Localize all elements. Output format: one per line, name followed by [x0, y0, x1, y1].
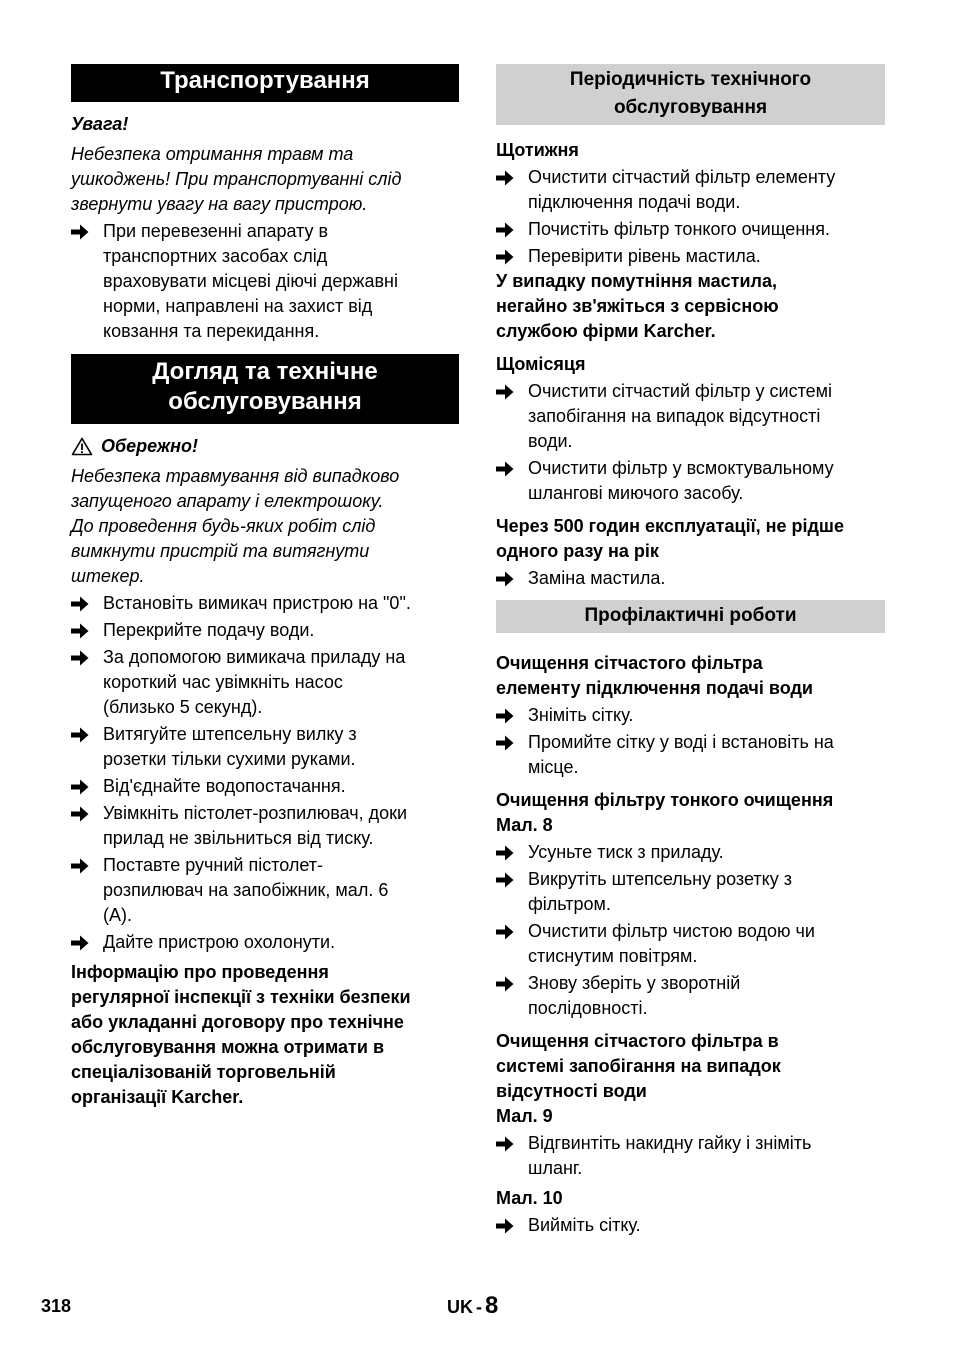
maintenance-info: Інформацію про проведення регулярної інспекції з техніки безпеки або укладанні договору про технічне обслуговування можна отримати в спеціалізованій торговельній організації Karcher. — [71, 962, 411, 1107]
arrow-right-icon — [496, 1213, 518, 1234]
transport-caution-text: Небезпека отримання травм та ушкоджень! При транспортуванні слід звернути увагу на вагу пристрою. — [71, 144, 402, 214]
dryrun-filter-step: Вийміть сітку. — [496, 1213, 885, 1238]
oil-notice: У випадку помутніння мастила, негайно зв'яжіться з сервісною службою фірми Karcher. — [496, 271, 779, 341]
maintenance-step: Дайте пристрою охолонути. — [71, 930, 459, 955]
maintenance-step: За допомогою вимикача приладу на короткий час увімкніть насос (близько 5 секунд). — [71, 645, 459, 720]
inlet-filter-title: Очищення сітчастого фільтра елементу підключення подачі води — [496, 653, 813, 698]
fine-filter-title: Очищення фільтру тонкого очищення Мал. 8 — [496, 790, 834, 835]
maintenance-warning-title: Обережно! — [101, 436, 199, 456]
maintenance-step: Витягуйте штепсельну вилку з розетки тільки сухими руками. — [71, 722, 459, 772]
warning-triangle-icon — [71, 437, 93, 456]
fine-filter-step: Усуньте тиск з приладу. — [496, 840, 885, 865]
arrow-right-icon — [71, 722, 93, 743]
transport-caution-title: Увага! — [71, 114, 129, 134]
maintenance-heading: Догляд та технічне обслуговування — [71, 354, 459, 424]
fine-filter-step: Очистити фільтр чистою водою чи стиснутим повітрям. — [496, 919, 885, 969]
hours500-title: Через 500 годин експлуатації, не рідше одного разу на рік — [496, 516, 844, 561]
arrow-right-icon — [496, 867, 518, 888]
arrow-right-icon — [496, 456, 518, 477]
arrow-right-icon — [71, 853, 93, 874]
right-column — [496, 64, 885, 1238]
fig9-label: Мал. 9 — [496, 1106, 553, 1126]
section-page-label — [447, 1292, 498, 1320]
maintenance-step: Поставте ручний пістолет- розпилювач на запобіжник, мал. 6 (А). — [71, 853, 459, 928]
left-column — [71, 64, 459, 1110]
weekly-step: Почистіть фільтр тонкого очищення. — [496, 217, 885, 242]
weekly-title: Щотижня — [496, 140, 579, 160]
arrow-right-icon — [496, 971, 518, 992]
transport-bullet: При перевезенні апарату в транспортних засобах слід враховувати місцеві діючі державні норми, направлені на захист від ковзання та перекидання. — [71, 219, 459, 344]
arrow-right-icon — [71, 219, 93, 240]
periodicity-heading: Періодичність технічного обслуговування — [496, 64, 885, 125]
arrow-right-icon — [71, 801, 93, 822]
maintenance-warning-text: Небезпека травмування від випадково запущеного апарату і електрошоку. До проведення будь-яких робіт слід вимкнути пристрій та витягнути штекер. — [71, 466, 400, 586]
dryrun-filter-step: Відгвинтіть накидну гайку і зніміть шланг. — [496, 1131, 885, 1181]
monthly-step: Очистити сітчастий фільтр у системі запобігання на випадок відсутності води. — [496, 379, 885, 454]
arrow-right-icon — [71, 618, 93, 639]
monthly-step: Очистити фільтр у всмоктувальному шлангові миючого засобу. — [496, 456, 885, 506]
fine-filter-step: Знову зберіть у зворотній послідовності. — [496, 971, 885, 1021]
section-page-number: 8 — [485, 1292, 499, 1319]
dryrun-filter-title: Очищення сітчастого фільтра в системі запобігання на випадок відсутності води Мал. 9 — [496, 1029, 885, 1129]
maintenance-step: Увімкніть пістолет-розпилювач, доки прилад не звільниться від тиску. — [71, 801, 459, 851]
inlet-filter-step: Промийте сітку у воді і встановіть на місце. — [496, 730, 885, 780]
fig10-label: Мал. 10 — [496, 1188, 563, 1208]
hours500-step: Заміна мастила. — [496, 566, 885, 591]
preventive-heading: Профілактичні роботи — [496, 600, 885, 633]
maintenance-warning — [71, 434, 459, 459]
footer-separator: - — [476, 1297, 482, 1317]
page-number: 318 — [41, 1296, 72, 1316]
arrow-right-icon — [496, 919, 518, 940]
arrow-right-icon — [496, 840, 518, 861]
language-code: UK — [447, 1297, 473, 1317]
arrow-right-icon — [496, 244, 518, 265]
arrow-right-icon — [496, 703, 518, 724]
fine-filter-step: Викрутіть штепсельну розетку з фільтром. — [496, 867, 885, 917]
monthly-title: Щомісяця — [496, 354, 586, 374]
transport-heading: Транспортування — [71, 64, 459, 102]
arrow-right-icon — [496, 165, 518, 186]
arrow-right-icon — [496, 379, 518, 400]
arrow-right-icon — [496, 566, 518, 587]
arrow-right-icon — [496, 1131, 518, 1152]
maintenance-step: Встановіть вимикач пристрою на "0". — [71, 591, 459, 616]
inlet-filter-step: Зніміть сітку. — [496, 703, 885, 728]
weekly-step: Очистити сітчастий фільтр елементу підключення подачі води. — [496, 165, 885, 215]
arrow-right-icon — [71, 774, 93, 795]
arrow-right-icon — [71, 591, 93, 612]
arrow-right-icon — [496, 217, 518, 238]
arrow-right-icon — [496, 730, 518, 751]
maintenance-step: Перекрийте подачу води. — [71, 618, 459, 643]
weekly-step: Перевірити рівень мастила. — [496, 244, 885, 269]
arrow-right-icon — [71, 645, 93, 666]
maintenance-step: Від'єднайте водопостачання. — [71, 774, 459, 799]
arrow-right-icon — [71, 930, 93, 951]
